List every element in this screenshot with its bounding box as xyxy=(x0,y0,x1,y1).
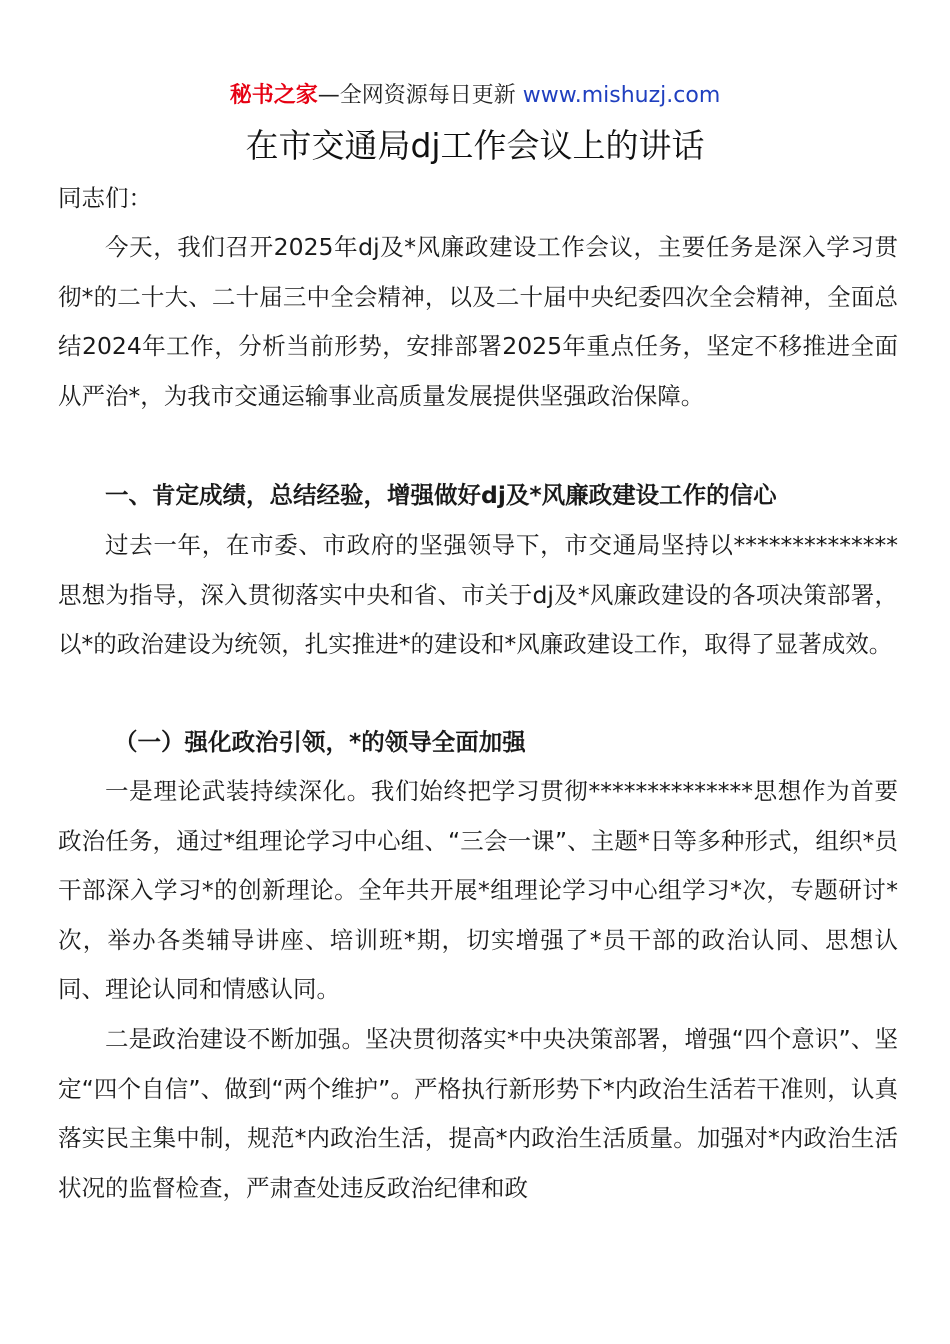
paragraph-theory: 一是理论武装持续深化。我们始终把学习贯彻**************思想作为首要政治任务，通过*组理论学习中心组、“三会一课”、主题*日等多种形式，组织*员干部深入学习*的创新理论。全年共开展*组理论学习中心组学习*次，专题研讨*次，举办各类辅导讲座、培训班*期，切实增强了*员干部的政治认同、思想认同、理论认同和情感认同。 xyxy=(58,777,898,1003)
section-heading-1: 一、肯定成绩，总结经验，增强做好dj及*风廉政建设工作的信心 xyxy=(105,481,777,509)
site-header xyxy=(0,82,950,110)
brand-name: 秘书之家 xyxy=(229,83,318,108)
document-title: 在市交通局dj工作会议上的讲话 xyxy=(245,126,705,165)
salutation: 同志们： xyxy=(58,184,152,212)
site-url-link[interactable]: www.mishuzj.com xyxy=(522,83,721,108)
paragraph-intro: 今天，我们召开2025年dj及*风廉政建设工作会议，主要任务是深入学习贯彻*的二十大、二十届三中全会精神，以及二十届中央纪委四次全会精神，全面总结2024年工作，分析当前形势，安排部署2025年重点任务，坚定不移推进全面从严治*，为我市交通运输事业高质量发展提供坚强政治保障。 xyxy=(58,233,898,410)
paragraph-politics: 二是政治建设不断加强。坚决贯彻落实*中央决策部署，增强“四个意识”、坚定“四个自信”、做到“两个维护”。严格执行新形势下*内政治生活若干准则，认真落实民主集中制，规范*内政治生活，提高*内政治生活质量。加强对*内政治生活状况的监督检查，严肃查处违反政治纪律和政 xyxy=(58,1025,898,1202)
subsection-heading-1: （一）强化政治引领，*的领导全面加强 xyxy=(114,728,526,756)
header-tagline: —全网资源每日更新 xyxy=(317,83,516,108)
paragraph-review: 过去一年，在市委、市政府的坚强领导下，市交通局坚持以**************思想为指导，深入贯彻落实中央和省、市关于dj及*风廉政建设的各项决策部署，以*的政治建设为统领，扎实推进*的建设和*风廉政建设工作，取得了显著成效。 xyxy=(58,531,898,658)
